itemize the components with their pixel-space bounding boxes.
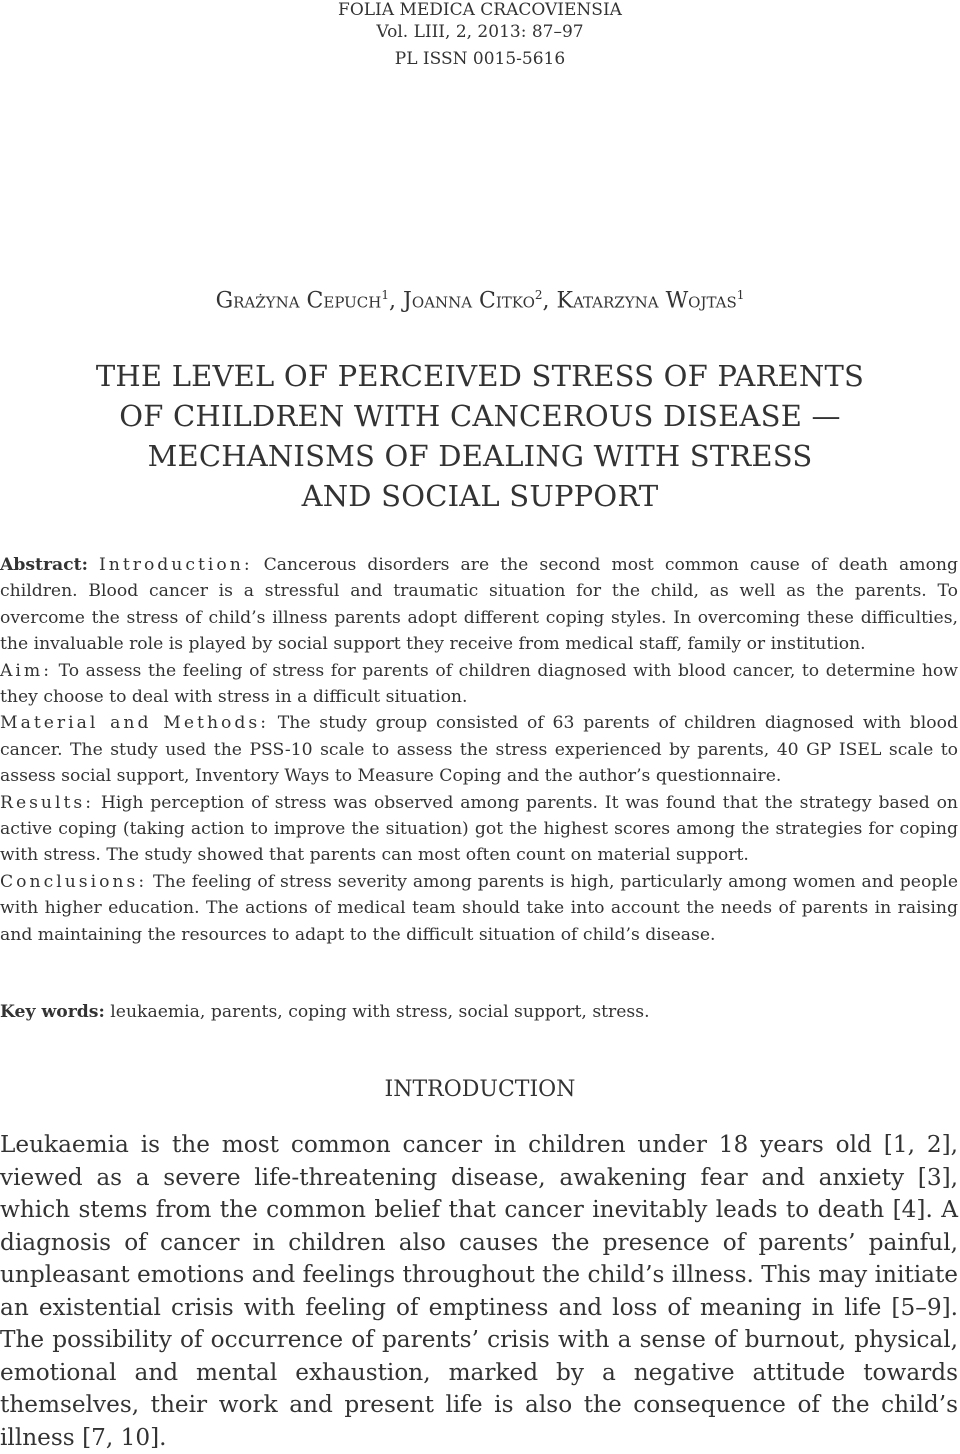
author-name: Grażyna Cepuch: [215, 288, 382, 314]
abstract-methods: [0, 710, 958, 789]
journal-name: FOLIA MEDICA CRACOVIENSIA: [338, 0, 622, 20]
journal-volume: Vol. LIII, 2, 2013: 87–97: [376, 22, 584, 42]
keywords: [0, 999, 958, 1025]
author-name: Katarzyna Wojtas: [556, 288, 737, 314]
results-text: High perception of stress was observed among parents. It was found that the strategy based on active coping (taking action to improve the situation) got the highest scores among the strategies for coping with stress. The study showed that parents can most often count on material support.: [0, 792, 958, 866]
paper-title: [60, 356, 900, 516]
conclusions-label: Conclusions:: [0, 871, 148, 892]
author-affiliation: 1: [381, 288, 389, 302]
aim-label: Aim:: [0, 660, 52, 681]
keywords-text: leukaemia, parents, coping with stress, social support, stress.: [104, 1002, 650, 1022]
author-list: Grażyna Cepuch$^1$, Joanna Citko$^2$, Katarzyna Wojtas$^1$: [215, 288, 745, 314]
author-name: Joanna Citko: [403, 288, 535, 314]
title-line: MECHANISMS OF DEALING WITH STRESS: [147, 439, 813, 473]
abstract-introduction: [0, 552, 958, 658]
abstract-conclusions: [0, 869, 958, 948]
intro-label: Introduction:: [98, 555, 253, 575]
journal-issn: PL ISSN 0015-5616: [394, 49, 566, 69]
results-label: Results:: [0, 792, 95, 813]
aim-text: To assess the feeling of stress for parents of children diagnosed with blood cancer, to determine how they choose to deal with stress in a difficult situation.: [0, 660, 958, 708]
abstract: [0, 552, 958, 948]
abstract-label: Abstract:: [0, 555, 88, 575]
conclusions-text: The feeling of stress severity among parents is high, particularly among women and people with higher education. The actions of medical team should take into account the needs of parents in raising and maintaining the resources to adapt to the difficult situation of child’s disease.: [0, 871, 958, 945]
methods-label: Material and Methods:: [0, 713, 269, 734]
intro-text: Cancerous disorders are the second most common cause of death among children. Blood cancer is a stressful and traumatic situation for the child, as well as the parents. To overcome the stress of child’s illness parents adopt different coping styles. In overcoming these difficulties, the invaluable role is played by social support they receive from medical staff, family or institution.: [0, 555, 958, 655]
title-line: AND SOCIAL SUPPORT: [301, 479, 659, 513]
author-affiliation: 2: [534, 288, 543, 302]
title-line: OF CHILDREN WITH CANCEROUS DISEASE —: [119, 399, 841, 433]
title-line: THE LEVEL OF PERCEIVED STRESS OF PARENTS: [95, 359, 865, 393]
author-affiliation: 1: [736, 288, 745, 302]
abstract-aim: [0, 658, 958, 711]
abstract-results: [0, 790, 958, 869]
body-paragraph: Leukaemia is the most common cancer in children under 18 years old [1, 2], viewed as a severe life-threatening disease, awakening fear and anxiety [3], which stems from the common belief that cancer inevitably leads to death [4]. A diagnosis of cancer in children also causes the presence of parents’ painful, unpleasant emotions and feelings throughout the child’s illness. This may initiate an existential crisis with feeling of emptiness and loss of meaning in life [5–9]. The possibility of occurrence of parents’ crisis with a sense of burnout, physical, emotional and mental exhaustion, marked by a negative attitude towards themselves, their work and present life is also the consequence of the child’s illness [7, 10].: [0, 1131, 958, 1451]
section-heading: INTRODUCTION: [384, 1077, 576, 1102]
keywords-label: Key words:: [0, 1002, 105, 1022]
methods-text: The study group consisted of 63 parents of children diagnosed with blood cancer. The study used the PSS-10 scale to assess the stress experienced by parents, 40 GP ISEL scale to assess social support, Inventory Ways to Measure Coping and the author’s questionnaire.: [0, 713, 958, 787]
